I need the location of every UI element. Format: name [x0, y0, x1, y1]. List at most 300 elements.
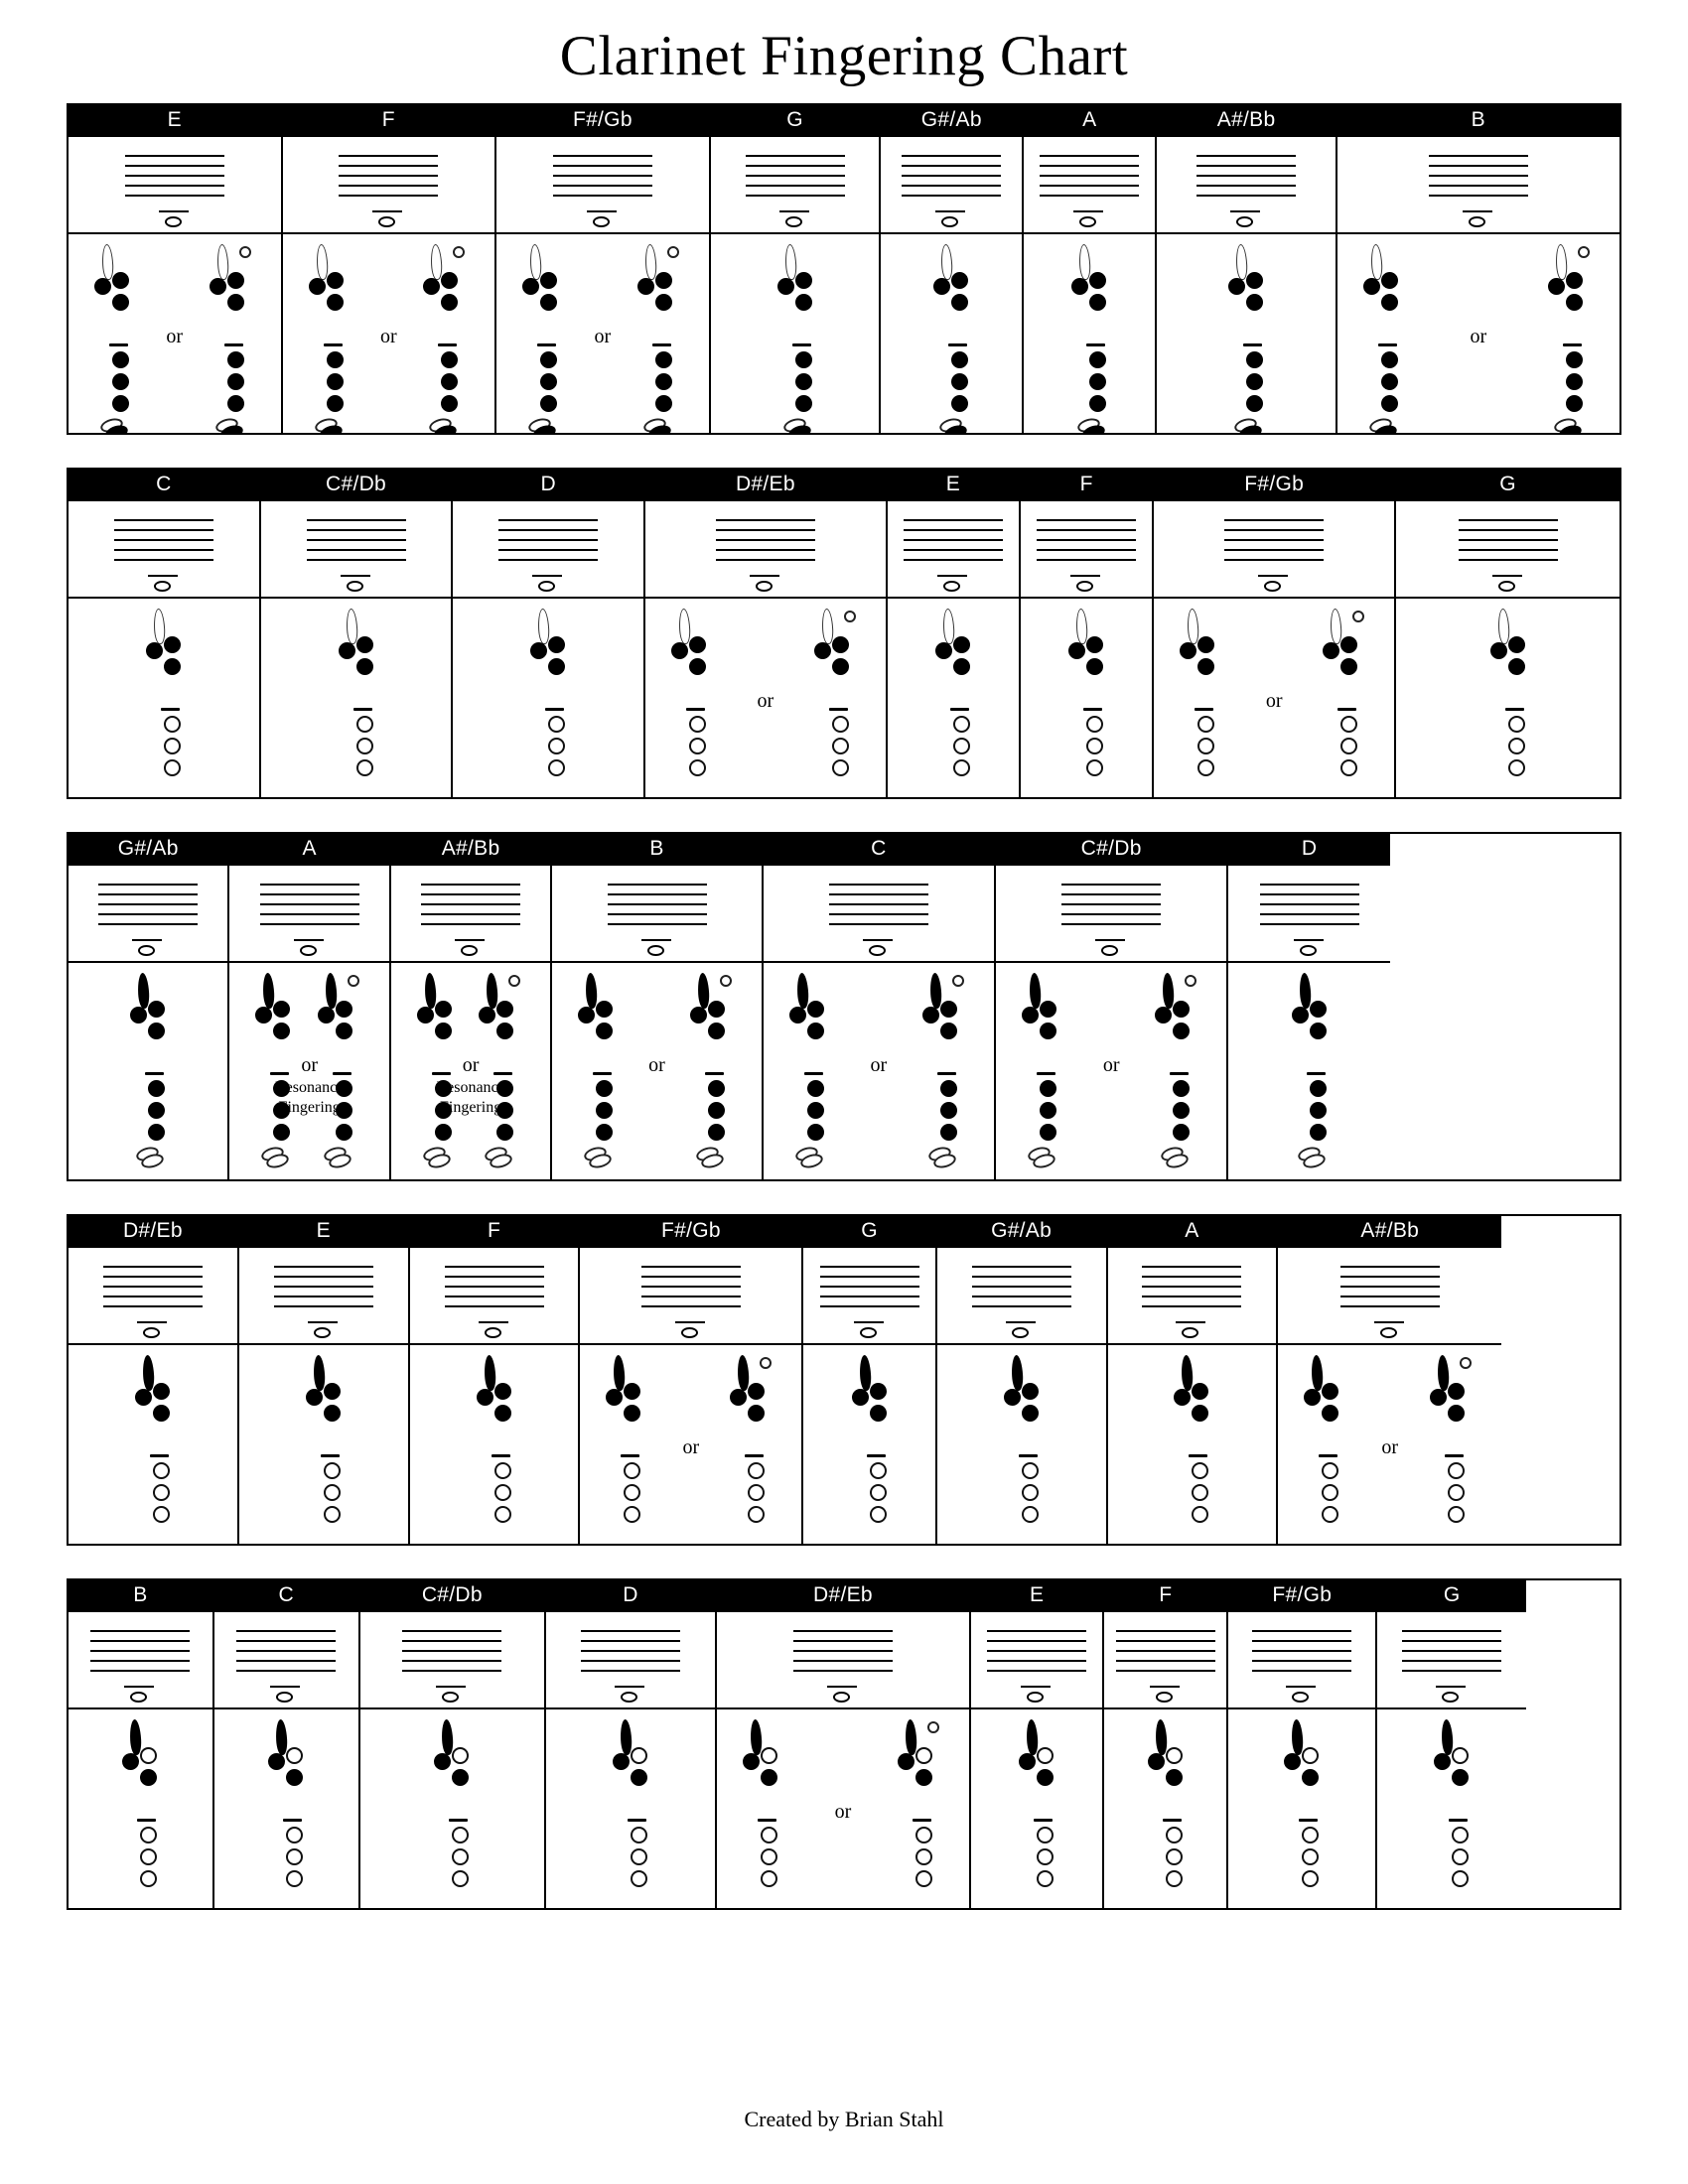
ledger-line — [1095, 939, 1125, 941]
fingering-diagram — [1294, 1349, 1363, 1544]
tone-hole-lower — [1086, 759, 1103, 776]
ledger-line — [124, 1686, 154, 1688]
tone-hole-upper — [164, 658, 181, 675]
tone-hole-lower — [227, 395, 244, 412]
staff-line — [553, 155, 652, 157]
staff-line — [103, 1276, 203, 1278]
tone-hole-upper — [1004, 1389, 1021, 1406]
note-cell[interactable] — [1228, 1580, 1377, 1908]
fingering-area — [1278, 1345, 1501, 1544]
note-name-header: D — [546, 1580, 715, 1612]
fingering-diagram — [467, 1349, 536, 1544]
or-label: or — [1102, 1053, 1120, 1076]
staff-line — [1040, 185, 1139, 187]
tone-hole-lower — [548, 716, 565, 733]
fingering-area — [239, 1345, 408, 1544]
note-cell[interactable] — [552, 834, 763, 1179]
ring-key-bar — [652, 343, 671, 346]
note-name-header: B — [552, 834, 761, 866]
staff-line — [1402, 1670, 1501, 1672]
tone-hole-upper — [1302, 1747, 1319, 1764]
whole-note — [300, 945, 317, 956]
staff-line — [90, 1670, 190, 1672]
staff-notation — [783, 1612, 903, 1707]
ring-key-bar — [1243, 343, 1262, 346]
note-cell[interactable] — [1154, 470, 1396, 797]
register-key — [929, 972, 942, 1009]
tone-hole-upper — [1174, 1389, 1191, 1406]
staff-line — [1224, 559, 1324, 561]
note-cell[interactable] — [239, 1216, 410, 1544]
whole-note — [1442, 1692, 1459, 1703]
thumb-ring — [952, 975, 964, 987]
tone-hole-lower — [1302, 1848, 1319, 1865]
note-cell[interactable] — [69, 1216, 239, 1544]
note-name-header: G — [1396, 470, 1619, 501]
staff-line — [260, 923, 359, 925]
tone-hole-lower — [1381, 395, 1398, 412]
note-name-header: C — [214, 1580, 358, 1612]
fingering-diagram — [413, 238, 483, 433]
ledger-line — [1374, 1321, 1404, 1323]
staff-line — [581, 1640, 680, 1642]
staff-line — [1040, 195, 1139, 197]
ring-key-bar — [804, 1072, 823, 1075]
note-cell[interactable] — [546, 1580, 717, 1908]
tone-hole-lower — [1508, 716, 1525, 733]
ledger-line — [827, 1686, 857, 1688]
tone-hole-lower — [148, 1080, 165, 1097]
staff-area — [1228, 1612, 1375, 1709]
staff-line — [581, 1630, 680, 1632]
tone-hole-upper — [1197, 658, 1214, 675]
note-cell[interactable] — [214, 1580, 360, 1908]
fingering-area — [996, 963, 1226, 1179]
note-cell[interactable] — [580, 1216, 803, 1544]
note-cell[interactable] — [69, 470, 261, 797]
whole-note — [154, 581, 171, 592]
tone-hole-lower — [164, 716, 181, 733]
note-cell[interactable] — [1377, 1580, 1526, 1908]
fingering-diagram — [1420, 1349, 1489, 1544]
note-cell[interactable] — [996, 834, 1228, 1179]
fingering-diagram — [661, 603, 731, 797]
staff-line — [987, 1640, 1086, 1642]
fingering-area — [1108, 1345, 1277, 1544]
note-cell[interactable] — [645, 470, 888, 797]
staff-line — [103, 1296, 203, 1297]
tone-hole-lower — [1340, 759, 1357, 776]
tone-hole-lower — [452, 1848, 469, 1865]
staff-line — [1196, 155, 1296, 157]
tone-hole-upper — [286, 1747, 303, 1764]
ledger-line — [372, 210, 402, 212]
staff-line — [307, 539, 406, 541]
whole-note — [1076, 581, 1093, 592]
staff-line — [274, 1266, 373, 1268]
tone-hole-lower — [324, 1506, 341, 1523]
whole-note — [869, 945, 886, 956]
note-name-header: F — [283, 105, 495, 137]
ring-key-bar — [1195, 708, 1213, 711]
note-name-header: C#/Db — [261, 470, 452, 501]
tone-hole-lower — [327, 373, 344, 390]
staff-notation — [1392, 1612, 1511, 1707]
staff-line — [1429, 155, 1528, 157]
staff-line — [98, 893, 198, 895]
ledger-line — [935, 210, 965, 212]
staff-line — [1340, 1266, 1440, 1268]
note-cell[interactable] — [69, 1580, 214, 1908]
note-cell[interactable] — [764, 834, 996, 1179]
register-key — [585, 972, 598, 1009]
fingering-diagram — [1058, 603, 1128, 797]
whole-note — [461, 945, 478, 956]
staff-notation — [1419, 137, 1538, 232]
tone-hole-upper — [146, 642, 163, 659]
tone-hole-upper — [434, 1753, 451, 1770]
tone-hole-lower — [153, 1462, 170, 1479]
ring-key-bar — [1307, 1072, 1326, 1075]
staff-line — [1459, 559, 1558, 561]
tone-hole-upper — [1019, 1753, 1036, 1770]
whole-note — [1300, 945, 1317, 956]
note-cell[interactable] — [937, 1216, 1108, 1544]
tone-hole-lower — [441, 373, 458, 390]
staff-line — [972, 1266, 1071, 1268]
tone-hole-upper — [522, 278, 539, 295]
tone-hole-upper — [417, 1007, 434, 1024]
tone-hole-upper — [130, 1007, 147, 1024]
fingering-diagram — [925, 603, 995, 797]
fingering-area — [1377, 1709, 1526, 1908]
tone-hole-upper — [1037, 1769, 1054, 1786]
note-name-header: D#/Eb — [69, 1216, 237, 1248]
register-key — [313, 1354, 326, 1391]
tone-hole-upper — [1448, 1405, 1465, 1422]
tone-hole-upper — [227, 272, 244, 289]
ledger-line — [132, 939, 162, 941]
thumb-ring — [927, 1721, 939, 1733]
staff-line — [820, 1276, 919, 1278]
whole-note — [1101, 945, 1118, 956]
tone-hole-lower — [655, 373, 672, 390]
whole-note — [785, 216, 802, 227]
tone-hole-upper — [935, 642, 952, 659]
tone-hole-lower — [1166, 1827, 1183, 1843]
tone-hole-lower — [624, 1506, 640, 1523]
tone-hole-upper — [286, 1769, 303, 1786]
staff-line — [1142, 1276, 1241, 1278]
fingering-diagram — [308, 967, 377, 1179]
staff-notation — [435, 1248, 554, 1343]
tone-hole-upper — [578, 1007, 595, 1024]
or-label: or — [1470, 325, 1487, 347]
ring-key-bar — [1505, 708, 1524, 711]
tone-hole-lower — [1192, 1462, 1208, 1479]
fingering-diagram — [1538, 238, 1608, 433]
fingering-area — [1157, 234, 1335, 433]
note-cell[interactable] — [391, 834, 552, 1179]
staff-line — [553, 165, 652, 167]
note-cell[interactable] — [69, 105, 283, 433]
staff-area — [645, 501, 886, 599]
tone-hole-lower — [1197, 716, 1214, 733]
tone-hole-upper — [898, 1753, 914, 1770]
staff-line — [103, 1266, 203, 1268]
tone-hole-upper — [1155, 1007, 1172, 1024]
tone-hole-lower — [1310, 1102, 1327, 1119]
ring-key-bar — [593, 1072, 612, 1075]
staff-line — [829, 913, 928, 915]
note-cell[interactable] — [1104, 1580, 1228, 1908]
tone-hole-lower — [1246, 351, 1263, 368]
staff-line — [1340, 1296, 1440, 1297]
whole-note — [1469, 216, 1485, 227]
note-cell[interactable] — [1021, 470, 1154, 797]
note-cell[interactable] — [1228, 834, 1389, 1179]
note-cell[interactable] — [1108, 1216, 1279, 1544]
tone-hole-lower — [140, 1870, 157, 1887]
staff-line — [307, 519, 406, 521]
staff-line — [972, 1276, 1071, 1278]
staff-line — [274, 1296, 373, 1297]
staff-line — [904, 519, 1003, 521]
staff-line — [1402, 1640, 1501, 1642]
staff-line — [274, 1286, 373, 1288]
tone-hole-upper — [761, 1747, 777, 1764]
tone-hole-lower — [452, 1870, 469, 1887]
staff-area — [410, 1248, 579, 1345]
ring-key-bar — [686, 708, 705, 711]
tone-hole-upper — [339, 642, 355, 659]
tone-hole-lower — [153, 1484, 170, 1501]
note-cell[interactable] — [881, 105, 1024, 433]
note-cell[interactable] — [1396, 470, 1619, 797]
register-key — [796, 972, 809, 1009]
fingering-area — [261, 599, 452, 797]
ledger-line — [587, 210, 617, 212]
tone-hole-upper — [795, 294, 812, 311]
fingering-diagram — [1218, 238, 1288, 433]
staff-line — [339, 165, 438, 167]
tone-hole-upper — [596, 1023, 613, 1039]
tone-hole-lower — [807, 1080, 824, 1097]
staff-line — [581, 1660, 680, 1662]
tone-hole-upper — [122, 1753, 139, 1770]
note-cell[interactable] — [283, 105, 497, 433]
ledger-line — [937, 575, 967, 577]
tone-hole-upper — [1548, 278, 1565, 295]
whole-note — [860, 1327, 877, 1338]
staff-line — [1402, 1660, 1501, 1662]
note-name-header: F — [410, 1216, 579, 1248]
ledger-line — [615, 1686, 644, 1688]
tone-hole-lower — [1508, 759, 1525, 776]
note-cell[interactable] — [971, 1580, 1104, 1908]
fingering-diagram — [1009, 1713, 1078, 1908]
tone-hole-lower — [140, 1848, 157, 1865]
tone-hole-upper — [435, 1001, 452, 1018]
tone-hole-lower — [689, 759, 706, 776]
note-name-header: F#/Gb — [1154, 470, 1394, 501]
thumb-ring — [508, 975, 520, 987]
thumb-ring — [844, 611, 856, 622]
staff-line — [581, 1650, 680, 1652]
staff-area — [803, 1248, 934, 1345]
note-name-header: G — [1377, 1580, 1526, 1612]
tone-hole-upper — [324, 1383, 341, 1400]
tone-hole-upper — [273, 1001, 290, 1018]
tone-hole-lower — [1037, 1848, 1054, 1865]
staff-line — [902, 185, 1001, 187]
staff-line — [1061, 923, 1161, 925]
fingering-diagram — [136, 603, 206, 797]
note-cell[interactable] — [888, 470, 1021, 797]
staff-line — [339, 175, 438, 177]
staff-line — [608, 913, 707, 915]
fingering-diagram — [1282, 967, 1351, 1179]
staff-line — [498, 559, 598, 561]
note-cell[interactable] — [229, 834, 390, 1179]
fingering-diagram — [779, 967, 849, 1179]
tone-hole-lower — [227, 373, 244, 390]
tone-hole-lower — [832, 716, 849, 733]
note-cell[interactable] — [453, 470, 645, 797]
staff-line — [274, 1305, 373, 1307]
thumb-ring — [667, 246, 679, 258]
whole-note — [1027, 1692, 1044, 1703]
tone-hole-lower — [286, 1848, 303, 1865]
tone-hole-upper — [1022, 1405, 1039, 1422]
staff-line — [1040, 175, 1139, 177]
note-cell[interactable] — [1024, 105, 1157, 433]
staff-area — [69, 1612, 212, 1709]
note-cell[interactable] — [410, 1216, 581, 1544]
staff-line — [1037, 519, 1136, 521]
staff-area — [552, 866, 761, 963]
whole-note — [1156, 1692, 1173, 1703]
tone-hole-lower — [1452, 1870, 1469, 1887]
fingering-diagram — [1170, 603, 1239, 797]
tone-hole-upper — [318, 1007, 335, 1024]
chart-row — [67, 1214, 1621, 1546]
staff-notation — [489, 501, 608, 597]
tone-hole-lower — [1037, 1827, 1054, 1843]
staff-line — [1252, 1640, 1351, 1642]
note-name-header: E — [239, 1216, 408, 1248]
note-cell[interactable] — [261, 470, 454, 797]
staff-area — [996, 866, 1226, 963]
register-key — [678, 608, 691, 644]
note-cell[interactable] — [803, 1216, 936, 1544]
fingering-diagram — [888, 1713, 957, 1908]
or-label: or — [757, 689, 774, 712]
tone-hole-upper — [273, 1023, 290, 1039]
tone-hole-upper — [1490, 642, 1507, 659]
staff-notation — [1030, 137, 1149, 232]
resonance-fingering-label — [436, 1078, 504, 1118]
staff-area — [261, 501, 452, 599]
note-cell[interactable] — [1157, 105, 1336, 433]
ring-key-bar — [137, 1819, 156, 1822]
tone-hole-lower — [1022, 1484, 1039, 1501]
note-cell[interactable] — [69, 834, 229, 1179]
tone-hole-lower — [795, 373, 812, 390]
tone-hole-lower — [540, 351, 557, 368]
tone-hole-upper — [1148, 1753, 1165, 1770]
tone-hole-lower — [631, 1827, 647, 1843]
staff-line — [114, 549, 213, 551]
note-cell[interactable] — [717, 1580, 971, 1908]
staff-line — [581, 1670, 680, 1672]
or-label: or — [870, 1053, 888, 1076]
fingering-diagram — [1138, 1713, 1207, 1908]
staff-notation — [894, 501, 1013, 597]
staff-area — [717, 1612, 969, 1709]
fingering-area — [410, 1345, 579, 1544]
staff-notation — [571, 1612, 690, 1707]
note-cell[interactable] — [1337, 105, 1619, 433]
register-key — [1555, 243, 1568, 280]
tone-hole-upper — [496, 1001, 513, 1018]
tone-hole-upper — [1086, 658, 1103, 675]
tone-hole-upper — [730, 1389, 747, 1406]
or-label: or — [166, 325, 184, 347]
fingering-diagram — [1313, 603, 1382, 797]
fingering-area — [69, 1709, 212, 1908]
fingering-area — [764, 963, 994, 1179]
fingering-area — [546, 1709, 715, 1908]
whole-note — [347, 581, 363, 592]
staff-line — [987, 1670, 1086, 1672]
tone-hole-upper — [1022, 1383, 1039, 1400]
ledger-line — [1258, 575, 1288, 577]
tone-hole-upper — [1310, 1023, 1327, 1039]
tone-hole-lower — [1089, 395, 1106, 412]
note-cell[interactable] — [496, 105, 711, 433]
tone-hole-lower — [1246, 395, 1263, 412]
tone-hole-upper — [548, 658, 565, 675]
staff-line — [1061, 913, 1161, 915]
tone-hole-upper — [637, 278, 654, 295]
staff-line — [114, 519, 213, 521]
tone-hole-lower — [795, 351, 812, 368]
staff-notation — [1027, 501, 1146, 597]
tone-hole-lower — [1508, 738, 1525, 754]
tone-hole-upper — [1037, 1747, 1054, 1764]
staff-line — [608, 884, 707, 886]
ring-key-bar — [792, 343, 811, 346]
note-name-header: G#/Ab — [69, 834, 227, 866]
fingering-diagram — [568, 967, 637, 1179]
whole-note — [1380, 1327, 1397, 1338]
ring-key-bar — [492, 1454, 510, 1457]
staff-notation — [977, 1612, 1096, 1707]
note-cell[interactable] — [711, 105, 882, 433]
thumb-ring — [1352, 611, 1364, 622]
note-name-header: F#/Gb — [580, 1216, 801, 1248]
note-cell[interactable] — [360, 1580, 546, 1908]
staff-notation — [264, 1248, 383, 1343]
fingering-area — [1021, 599, 1152, 797]
ring-key-bar — [1163, 1819, 1182, 1822]
register-key — [1078, 243, 1091, 280]
staff-line — [1459, 549, 1558, 551]
tone-hole-upper — [530, 642, 547, 659]
note-cell[interactable] — [1278, 1216, 1501, 1544]
whole-note — [378, 216, 395, 227]
